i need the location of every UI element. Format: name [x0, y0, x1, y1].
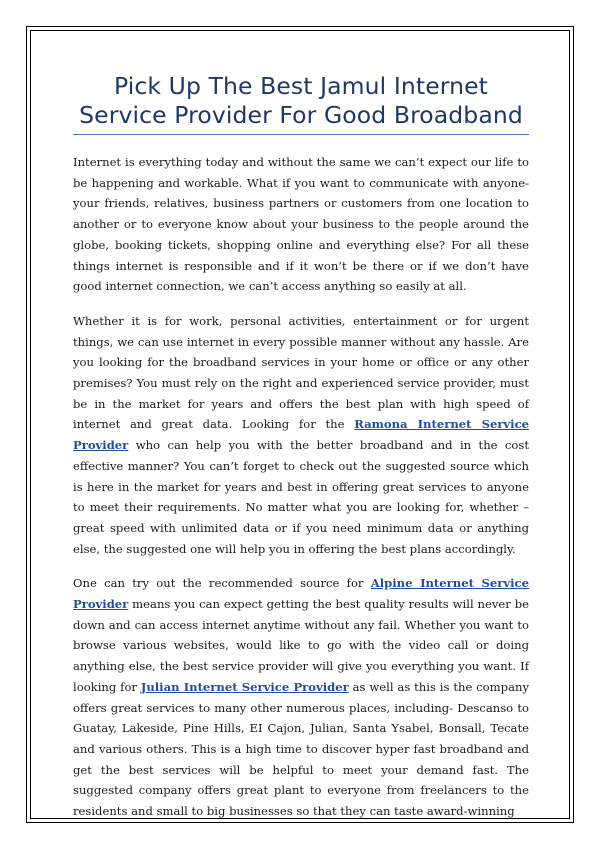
julian-isp-link[interactable]: Julian Internet Service Provider [140, 679, 349, 694]
document-content [73, 72, 529, 822]
page-title: Pick Up The Best Jamul Internet Service Provider For Good Broadband [79, 72, 523, 129]
paragraph-text: One can try out the recommended source for [73, 576, 371, 591]
ramona-isp-link[interactable]: Ramona Internet Service Provider [73, 417, 530, 453]
paragraph-text: as well as this is the company offers great services to many other numerous places, including- Descanso to Guatay, Lakeside, Pine Hills, EI Cajon, Julian, Santa Ysabel, Bonsall, Tecate and various others. This is a high time to discover hyper fast broadband and get the best services will be helpful to meet your demand fast. The suggested company offers great plant to everyone from freelancers to the residents and small to big businesses so that they can taste award-winning [73, 679, 529, 819]
paragraph-text: means you can expect getting the best quality results will never be down and can access internet anytime without any fail. Whether you want to browse various websites, would like to go with the video call or doing anything else, the best service provider will give you everything you want. If looking for [73, 597, 529, 694]
paragraph-recommendation [73, 573, 529, 821]
paragraph-text: who can help you with the better broadband and in the cost effective manner? You can’t forget to check out the suggested source which is here in the market for years and best in offering great services to anyone to meet their requirements. No matter what you are looking for, whether – great speed with unlimited data or if you need minimum data or anything else, the suggested one will help you in offering the best plans accordingly. [73, 438, 529, 556]
paragraph-usage [73, 311, 529, 559]
title-divider [73, 134, 529, 135]
paragraph-intro: Internet is everything today and without the same we can’t expect our life to be happening and workable. What if you want to communicate with anyone- your friends, relatives, business partners or customers from one location to another or to everyone know about your business to the people around the globe, booking tickets, shopping online and everything else? For all these things internet is responsible and if it won’t be there or if we don’t have good internet connection, we can’t access anything so easily at all. [73, 155, 529, 294]
paragraph-text: Whether it is for work, personal activities, entertainment or for urgent things, we can use internet in every possible manner without any hassle. Are you looking for the broadband services in your home or office or any other premises? You must rely on the right and experienced service provider, must be in the market for years and offers the best plan with high speed of internet and great data. Looking for the [73, 313, 529, 432]
alpine-isp-link[interactable]: Alpine Internet Service Provider [73, 576, 529, 612]
